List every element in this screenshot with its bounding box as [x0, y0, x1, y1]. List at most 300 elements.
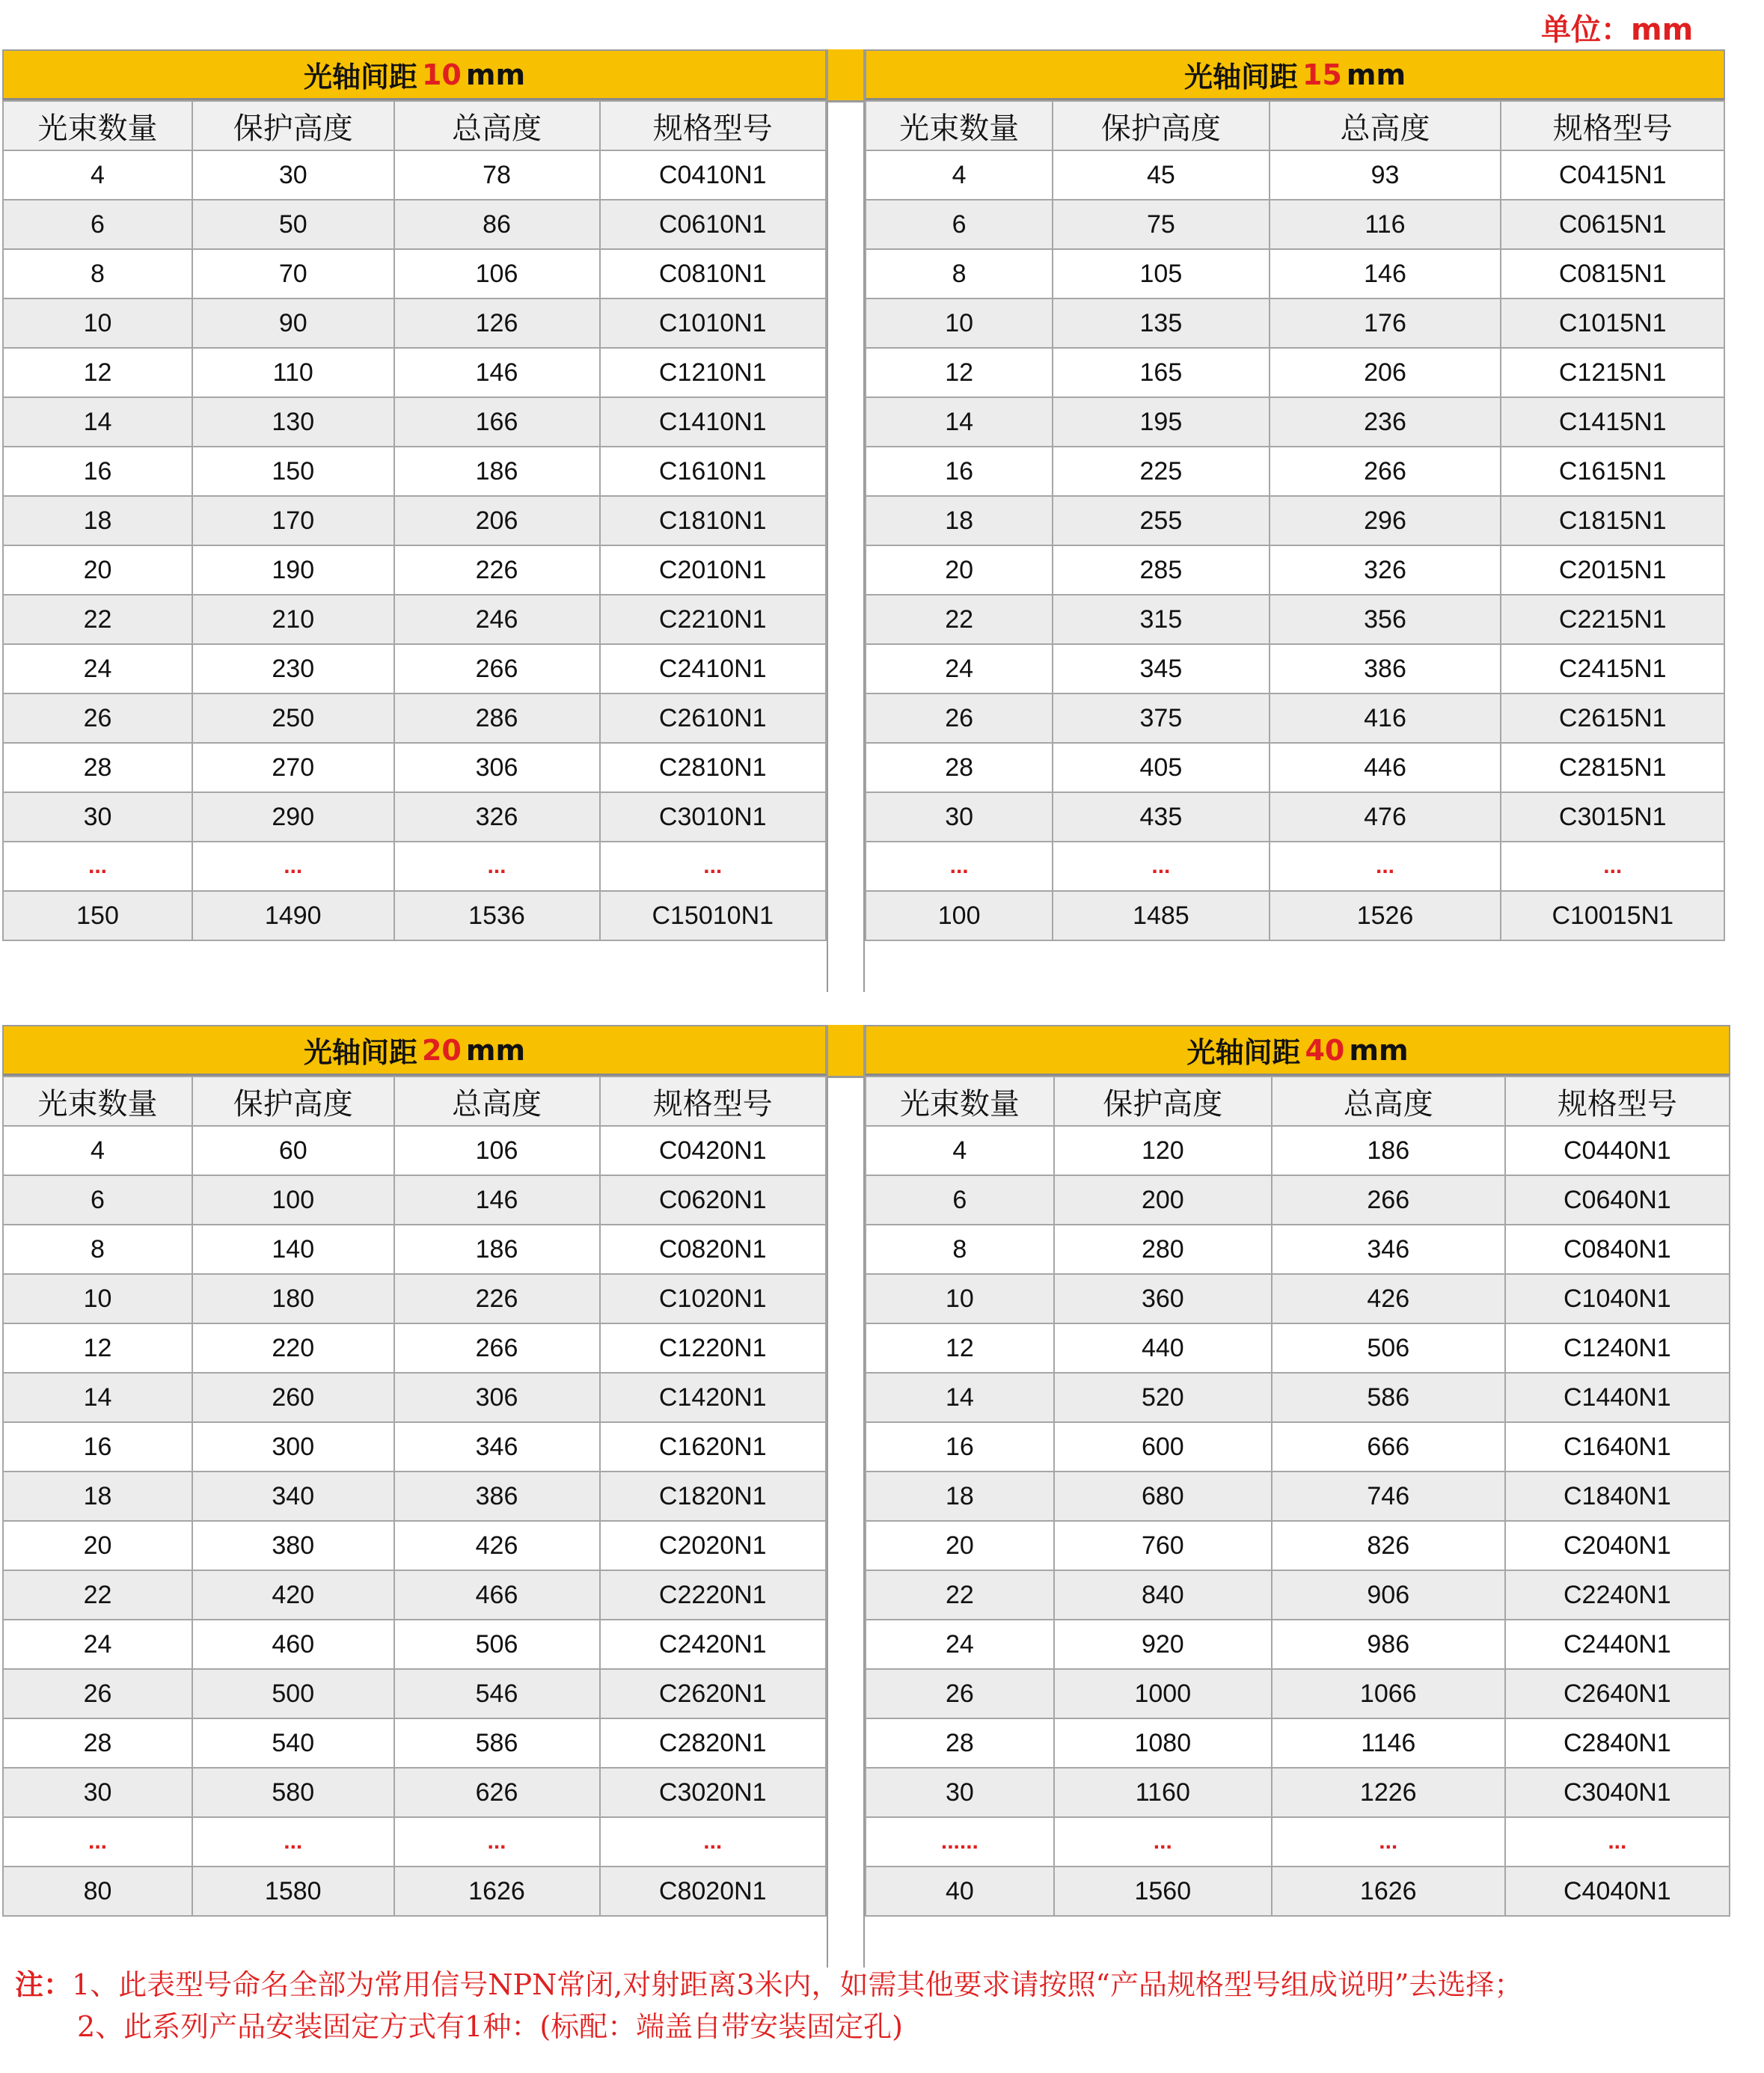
spec-table — [865, 1076, 1730, 1917]
table-row — [866, 1175, 1730, 1225]
table-cell: 306 — [394, 743, 600, 792]
table-cell: C2415N1 — [1501, 644, 1724, 693]
table-cell: 1000 — [1054, 1669, 1272, 1718]
table-cell: 1626 — [1272, 1867, 1505, 1916]
table-cell: 1080 — [1054, 1718, 1272, 1768]
table-row — [3, 1274, 826, 1323]
column-header: 保护高度 — [1053, 101, 1269, 150]
table-title — [2, 1025, 827, 1076]
table-cell: C2440N1 — [1505, 1620, 1730, 1669]
table-row — [3, 397, 826, 447]
table-cell: 14 — [866, 1373, 1054, 1422]
table-cell: 285 — [1053, 545, 1269, 595]
table-row — [866, 693, 1724, 743]
table-cell: 1536 — [394, 891, 600, 940]
table-cell: 405 — [1053, 743, 1269, 792]
table-row — [3, 496, 826, 545]
table-row — [3, 150, 826, 200]
table-cell: 30 — [866, 792, 1053, 842]
spec-table-10mm — [2, 49, 827, 941]
table-cell: C2410N1 — [600, 644, 827, 693]
table-cell: 146 — [394, 1175, 600, 1225]
table-cell: 186 — [1272, 1126, 1505, 1175]
spec-table — [2, 100, 827, 941]
table-cell: 106 — [394, 249, 600, 298]
table-cell: 6 — [3, 200, 192, 249]
table-row — [3, 891, 826, 940]
table-cell: 1490 — [192, 891, 394, 940]
table-cell: 126 — [394, 298, 600, 348]
table-cell: ... — [192, 1817, 394, 1867]
table-cell: 840 — [1054, 1570, 1272, 1620]
table-cell: C1640N1 — [1505, 1422, 1730, 1472]
table-cell: C0840N1 — [1505, 1225, 1730, 1274]
table-cell: ... — [192, 842, 394, 891]
table-row — [3, 1323, 826, 1373]
table-row — [3, 200, 826, 249]
table-row — [866, 1225, 1730, 1274]
table-cell: 10 — [3, 1274, 192, 1323]
table-cell: 270 — [192, 743, 394, 792]
table-cell: 416 — [1270, 693, 1501, 743]
table-row — [866, 1373, 1730, 1422]
table-cell: ... — [600, 1817, 827, 1867]
spec-table — [865, 100, 1725, 941]
table-row — [3, 1768, 826, 1817]
table-cell: ... — [394, 1817, 600, 1867]
table-cell: 75 — [1053, 200, 1269, 249]
table-cell: 4 — [3, 150, 192, 200]
table-cell: 1485 — [1053, 891, 1269, 940]
table-cell: 476 — [1270, 792, 1501, 842]
table-cell: 24 — [3, 644, 192, 693]
table-cell: 26 — [866, 693, 1053, 743]
table-row — [866, 1570, 1730, 1620]
table-cell: 426 — [1272, 1274, 1505, 1323]
table-row — [3, 1422, 826, 1472]
table-cell: 12 — [3, 1323, 192, 1373]
table-cell: 105 — [1053, 249, 1269, 298]
table-cell: C2020N1 — [600, 1521, 827, 1570]
table-cell: 16 — [3, 447, 192, 496]
table-row — [3, 298, 826, 348]
table-cell: 130 — [192, 397, 394, 447]
table-title — [865, 1025, 1730, 1076]
column-header: 规格型号 — [600, 1077, 827, 1126]
table-row — [3, 1620, 826, 1669]
table-cell: 260 — [192, 1373, 394, 1422]
table-cell: 165 — [1053, 348, 1269, 397]
table-cell: 16 — [866, 447, 1053, 496]
table-cell: 150 — [3, 891, 192, 940]
table-cell: 250 — [192, 693, 394, 743]
table-cell: 760 — [1054, 1521, 1272, 1570]
table-cell: 186 — [394, 447, 600, 496]
table-cell: 22 — [866, 595, 1053, 644]
table-cell: 1526 — [1270, 891, 1501, 940]
table-cell: 746 — [1272, 1472, 1505, 1521]
table-cell: 1160 — [1054, 1768, 1272, 1817]
table-cell: 255 — [1053, 496, 1269, 545]
table-cell: 86 — [394, 200, 600, 249]
table-cell: 26 — [3, 1669, 192, 1718]
table-cell: 150 — [192, 447, 394, 496]
table-cell: 12 — [3, 348, 192, 397]
table-cell: 225 — [1053, 447, 1269, 496]
column-header: 总高度 — [1270, 101, 1501, 150]
table-cell: C1820N1 — [600, 1472, 827, 1521]
table-cell: 180 — [192, 1274, 394, 1323]
spec-table-15mm — [865, 49, 1725, 941]
table-cell: 100 — [866, 891, 1053, 940]
table-cell: C2820N1 — [600, 1718, 827, 1768]
table-cell: 346 — [1272, 1225, 1505, 1274]
table-cell: 170 — [192, 496, 394, 545]
table-cell: C1040N1 — [1505, 1274, 1730, 1323]
table-cell: ...... — [866, 1817, 1054, 1867]
table-row — [3, 1126, 826, 1175]
table-cell: 236 — [1270, 397, 1501, 447]
table-row — [866, 1472, 1730, 1521]
table-row — [3, 1718, 826, 1768]
table-cell: C1440N1 — [1505, 1373, 1730, 1422]
table-row — [3, 1867, 826, 1916]
table-cell: 1560 — [1054, 1867, 1272, 1916]
table-row — [866, 1521, 1730, 1570]
table-cell: 296 — [1270, 496, 1501, 545]
table-cell: C2040N1 — [1505, 1521, 1730, 1570]
table-row — [866, 249, 1724, 298]
table-cell: 6 — [866, 200, 1053, 249]
table-cell: 6 — [3, 1175, 192, 1225]
table-cell: C2640N1 — [1505, 1669, 1730, 1718]
table-cell: 586 — [394, 1718, 600, 1768]
column-header: 规格型号 — [1501, 101, 1724, 150]
table-cell: ... — [1272, 1817, 1505, 1867]
table-cell: 18 — [3, 1472, 192, 1521]
table-cell: 226 — [394, 545, 600, 595]
table-row — [3, 792, 826, 842]
table-cell: 1626 — [394, 1867, 600, 1916]
table-cell: 346 — [394, 1422, 600, 1472]
table-cell: 22 — [3, 595, 192, 644]
table-cell: C1810N1 — [600, 496, 827, 545]
table-cell: 286 — [394, 693, 600, 743]
table-cell: C2840N1 — [1505, 1718, 1730, 1768]
table-cell: C1815N1 — [1501, 496, 1724, 545]
table-row — [3, 842, 826, 891]
table-cell: C1215N1 — [1501, 348, 1724, 397]
table-cell: 500 — [192, 1669, 394, 1718]
table-cell: 146 — [1270, 249, 1501, 298]
spec-table-40mm — [865, 1025, 1730, 1917]
table-cell: 226 — [394, 1274, 600, 1323]
table-cell: C1610N1 — [600, 447, 827, 496]
table-cell: 18 — [866, 496, 1053, 545]
table-cell: C2420N1 — [600, 1620, 827, 1669]
table-row — [866, 842, 1724, 891]
table-cell: 78 — [394, 150, 600, 200]
column-header: 保护高度 — [1054, 1077, 1272, 1126]
table-cell: 8 — [3, 1225, 192, 1274]
table-cell: 28 — [866, 1718, 1054, 1768]
table-cell: C1240N1 — [1505, 1323, 1730, 1373]
table-cell: 166 — [394, 397, 600, 447]
table-cell: 4 — [3, 1126, 192, 1175]
table-cell: C1010N1 — [600, 298, 827, 348]
table-cell: C0610N1 — [600, 200, 827, 249]
table-cell: 6 — [866, 1175, 1054, 1225]
table-row — [866, 1817, 1730, 1867]
table-cell: 506 — [394, 1620, 600, 1669]
table-cell: 80 — [3, 1867, 192, 1916]
table-cell: 4 — [866, 1126, 1054, 1175]
table-cell: C1220N1 — [600, 1323, 827, 1373]
unit-label: 单位：mm — [1541, 13, 1694, 47]
table-cell: 360 — [1054, 1274, 1272, 1323]
table-cell: C3020N1 — [600, 1768, 827, 1817]
table-cell: 10 — [3, 298, 192, 348]
table-cell: 435 — [1053, 792, 1269, 842]
title-spacing-value: 15 — [1302, 58, 1342, 91]
table-cell: 506 — [1272, 1323, 1505, 1373]
table-cell: 20 — [3, 1521, 192, 1570]
table-cell: C2620N1 — [600, 1669, 827, 1718]
spec-table — [2, 1076, 827, 1917]
table-cell: C2610N1 — [600, 693, 827, 743]
table-cell: 93 — [1270, 150, 1501, 200]
table-cell: 100 — [192, 1175, 394, 1225]
table-cell: C4040N1 — [1505, 1867, 1730, 1916]
table-row — [866, 348, 1724, 397]
table-cell: C0410N1 — [600, 150, 827, 200]
table-cell: 14 — [3, 1373, 192, 1422]
table-cell: 386 — [1270, 644, 1501, 693]
table-cell: C15010N1 — [600, 891, 827, 940]
table-cell: 580 — [192, 1768, 394, 1817]
table-row — [3, 644, 826, 693]
table-cell: C0615N1 — [1501, 200, 1724, 249]
table-cell: C0820N1 — [600, 1225, 827, 1274]
table-cell: 466 — [394, 1570, 600, 1620]
table-cell: 30 — [192, 150, 394, 200]
table-cell: C0620N1 — [600, 1175, 827, 1225]
table-cell: C1410N1 — [600, 397, 827, 447]
table-cell: 315 — [1053, 595, 1269, 644]
table-row — [3, 595, 826, 644]
table-cell: 266 — [394, 1323, 600, 1373]
table-cell: 26 — [866, 1669, 1054, 1718]
table-cell: 380 — [192, 1521, 394, 1570]
table-cell: C0815N1 — [1501, 249, 1724, 298]
table-row — [3, 1817, 826, 1867]
table-cell: 420 — [192, 1570, 394, 1620]
table-cell: 140 — [192, 1225, 394, 1274]
table-cell: 1066 — [1272, 1669, 1505, 1718]
table-cell: 1226 — [1272, 1768, 1505, 1817]
table-row — [3, 1521, 826, 1570]
table-cell: 600 — [1054, 1422, 1272, 1472]
table-cell: 426 — [394, 1521, 600, 1570]
table-cell: 24 — [866, 1620, 1054, 1669]
table-cell: C2815N1 — [1501, 743, 1724, 792]
table-cell: 30 — [866, 1768, 1054, 1817]
table-cell: ... — [600, 842, 827, 891]
table-gap — [827, 1025, 865, 1968]
title-unit: mm — [465, 1033, 526, 1067]
table-cell: 375 — [1053, 693, 1269, 743]
table-cell: 460 — [192, 1620, 394, 1669]
table-cell: 1146 — [1272, 1718, 1505, 1768]
table-row — [866, 595, 1724, 644]
table-cell: 22 — [3, 1570, 192, 1620]
table-cell: ... — [1053, 842, 1269, 891]
table-cell: C2010N1 — [600, 545, 827, 595]
table-cell: 8 — [3, 249, 192, 298]
table-cell: C1415N1 — [1501, 397, 1724, 447]
table-cell: C1615N1 — [1501, 447, 1724, 496]
table-row — [866, 200, 1724, 249]
table-cell: 326 — [1270, 545, 1501, 595]
table-row — [866, 496, 1724, 545]
table-cell: 30 — [3, 792, 192, 842]
table-cell: 586 — [1272, 1373, 1505, 1422]
table-cell: C3015N1 — [1501, 792, 1724, 842]
title-spacing-value: 10 — [421, 58, 462, 91]
note-line-1: 1、此表型号命名全部为常用信号NPN常闭,对射距离3米内，如需其他要求请按照“产品规格型号组成说明”去选择； — [72, 1968, 1523, 2001]
notes-label: 注： — [15, 1968, 73, 2001]
table-cell: 920 — [1054, 1620, 1272, 1669]
table-cell: C3040N1 — [1505, 1768, 1730, 1817]
column-header: 总高度 — [394, 101, 600, 150]
table-row — [866, 397, 1724, 447]
table-cell: C1210N1 — [600, 348, 827, 397]
column-header: 总高度 — [394, 1077, 600, 1126]
title-unit: mm — [465, 58, 526, 91]
table-cell: 28 — [3, 743, 192, 792]
table-cell: 186 — [394, 1225, 600, 1274]
title-prefix: 光轴间距 — [1186, 1036, 1301, 1069]
table-cell: C2215N1 — [1501, 595, 1724, 644]
table-cell: 680 — [1054, 1472, 1272, 1521]
table-cell: 8 — [866, 249, 1053, 298]
table-cell: 4 — [866, 150, 1053, 200]
table-row — [866, 792, 1724, 842]
table-row — [866, 1274, 1730, 1323]
table-cell: 266 — [394, 644, 600, 693]
table-cell: 60 — [192, 1126, 394, 1175]
table-cell: ... — [1270, 842, 1501, 891]
title-prefix: 光轴间距 — [1183, 61, 1298, 94]
table-row — [866, 891, 1724, 940]
table-row — [866, 743, 1724, 792]
table-title — [2, 49, 827, 100]
table-cell: 20 — [866, 545, 1053, 595]
table-cell: 30 — [3, 1768, 192, 1817]
table-cell: 290 — [192, 792, 394, 842]
table-cell: 106 — [394, 1126, 600, 1175]
table-cell: 386 — [394, 1472, 600, 1521]
table-cell: 135 — [1053, 298, 1269, 348]
table-cell: 546 — [394, 1669, 600, 1718]
table-row — [3, 1175, 826, 1225]
table-cell: 206 — [394, 496, 600, 545]
table-cell: C2615N1 — [1501, 693, 1724, 743]
table-cell: 120 — [1054, 1126, 1272, 1175]
table-cell: 280 — [1054, 1225, 1272, 1274]
table-cell: 18 — [3, 496, 192, 545]
table-row — [866, 150, 1724, 200]
title-unit: mm — [1346, 58, 1406, 91]
table-cell: ... — [394, 842, 600, 891]
table-row — [866, 298, 1724, 348]
table-cell: 22 — [866, 1570, 1054, 1620]
table-row — [866, 545, 1724, 595]
table-row — [3, 1472, 826, 1521]
table-cell: 356 — [1270, 595, 1501, 644]
table-cell: 1580 — [192, 1867, 394, 1916]
table-row — [866, 1422, 1730, 1472]
table-row — [3, 447, 826, 496]
table-cell: 16 — [3, 1422, 192, 1472]
table-row — [866, 1323, 1730, 1373]
table-cell: C1420N1 — [600, 1373, 827, 1422]
table-cell: 40 — [866, 1867, 1054, 1916]
table-cell: ... — [1501, 842, 1724, 891]
table-row — [866, 447, 1724, 496]
table-cell: C1015N1 — [1501, 298, 1724, 348]
table-cell: 24 — [3, 1620, 192, 1669]
table-cell: C8020N1 — [600, 1867, 827, 1916]
table-cell: 195 — [1053, 397, 1269, 447]
table-cell: 26 — [3, 693, 192, 743]
column-header: 光束数量 — [3, 1077, 192, 1126]
table-cell: 12 — [866, 1323, 1054, 1373]
notes — [15, 1964, 1522, 2048]
table-cell: 70 — [192, 249, 394, 298]
table-cell: C0810N1 — [600, 249, 827, 298]
table-cell: C1020N1 — [600, 1274, 827, 1323]
column-header: 规格型号 — [1505, 1077, 1730, 1126]
column-header: 光束数量 — [866, 101, 1053, 150]
table-cell: 446 — [1270, 743, 1501, 792]
column-header: 光束数量 — [866, 1077, 1054, 1126]
table-cell: 90 — [192, 298, 394, 348]
table-cell: ... — [3, 842, 192, 891]
table-cell: C2240N1 — [1505, 1570, 1730, 1620]
table-cell: 906 — [1272, 1570, 1505, 1620]
table-cell: 28 — [866, 743, 1053, 792]
column-header: 规格型号 — [600, 101, 827, 150]
table-cell: 24 — [866, 644, 1053, 693]
table-gap — [827, 49, 865, 992]
table-row — [3, 348, 826, 397]
column-header: 保护高度 — [192, 101, 394, 150]
table-cell: 190 — [192, 545, 394, 595]
title-prefix: 光轴间距 — [303, 1036, 417, 1069]
table-block-bottom — [2, 1025, 1730, 1968]
table-row — [866, 1768, 1730, 1817]
table-cell: 50 — [192, 200, 394, 249]
table-cell: 8 — [866, 1225, 1054, 1274]
table-cell: 146 — [394, 348, 600, 397]
table-cell: 10 — [866, 298, 1053, 348]
table-cell: 520 — [1054, 1373, 1272, 1422]
table-cell: ... — [866, 842, 1053, 891]
table-cell: 326 — [394, 792, 600, 842]
table-cell: 306 — [394, 1373, 600, 1422]
table-cell: 10 — [866, 1274, 1054, 1323]
